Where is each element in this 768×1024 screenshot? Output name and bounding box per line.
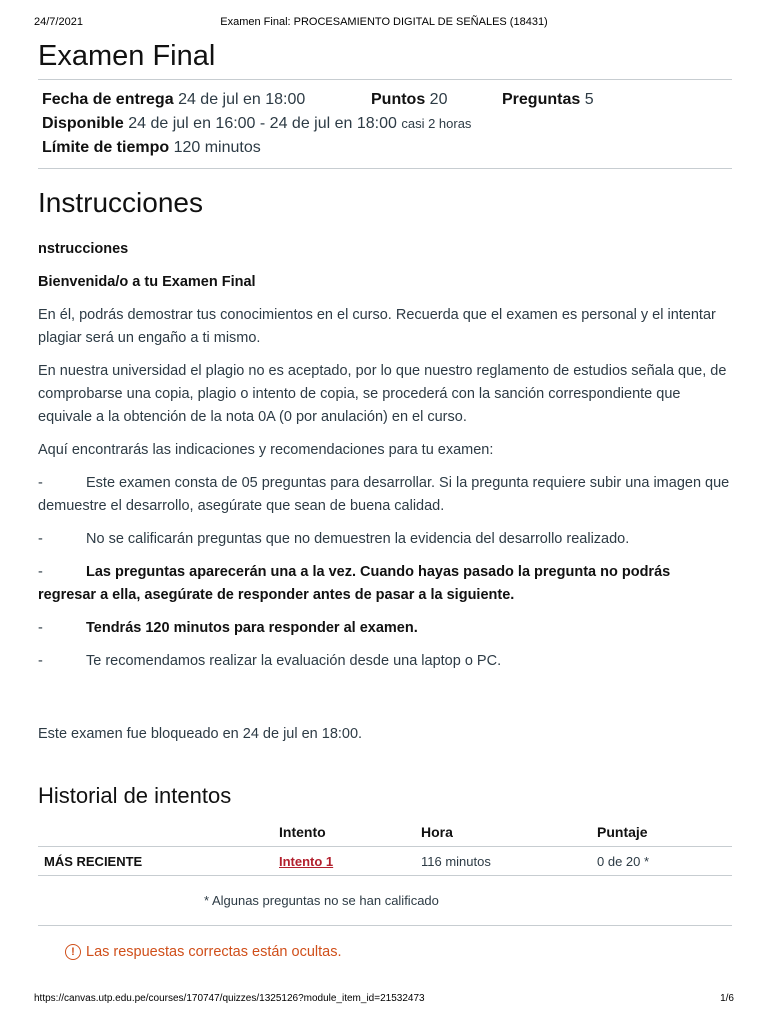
instruction-bullet: - Las preguntas aparecerán una a la vez. Cuando hayas pasado la pregunta no podrás regresar a ella, asegúrate de responder antes de pasar a la siguiente.	[38, 564, 671, 603]
questions-value: 5	[584, 91, 594, 108]
column-header-score: Puntaje	[597, 820, 732, 847]
instructions-heading: Instrucciones	[38, 187, 203, 218]
column-header-attempt: Intento	[279, 820, 421, 847]
available-label: Disponible	[42, 115, 124, 132]
instructions-paragraph-2: En nuestra universidad el plagio no es aceptado, por lo que nuestro reglamento de estudios señala que, de comprobarse una copia, plagio o intento de copia, se procederá con la sanción correspondiente que equivale a la obtención de la nota 0A (0 por anulación) en el curso.	[38, 363, 727, 425]
quiz-content	[38, 38, 732, 960]
attempt-link[interactable]: Intento 1	[279, 853, 334, 869]
grading-note: * Algunas preguntas no se han calificado	[204, 893, 439, 908]
print-page-title: Examen Final: PROCESAMIENTO DIGITAL DE SEÑALES (18431)	[220, 16, 548, 28]
table-row	[38, 847, 732, 876]
answers-hidden-text: Las respuestas correctas están ocultas.	[86, 944, 342, 960]
instruction-bullet: - Este examen consta de 05 preguntas para desarrollar. Si la pregunta requiere subir una imagen que demuestre el desarrollo, asegúrate que sean de buena calidad.	[38, 475, 730, 514]
due-label: Fecha de entrega	[42, 91, 174, 108]
divider	[38, 168, 732, 169]
time-limit-value: 120 minutos	[173, 139, 261, 156]
quiz-title: Examen Final	[38, 40, 216, 72]
row-label: MÁS RECIENTE	[38, 847, 279, 876]
questions-label: Preguntas	[502, 91, 581, 108]
divider	[38, 925, 732, 926]
instruction-bullet: - No se calificarán preguntas que no demuestren la evidencia del desarrollo realizado.	[38, 531, 630, 547]
quiz-details	[38, 80, 732, 168]
alert-circle-icon: !	[65, 944, 81, 960]
attempt-time: 116 minutos	[421, 847, 597, 876]
points-label: Puntos	[371, 91, 426, 108]
print-url: https://canvas.utp.edu.pe/courses/170747/quizzes/1325126?module_item_id=21532473	[34, 993, 425, 1004]
points-value: 20	[429, 91, 448, 108]
instructions-subheading: nstrucciones	[38, 241, 129, 257]
table-header-row	[38, 820, 732, 847]
print-page-number: 1/6	[720, 993, 734, 1004]
instruction-bullet: - Tendrás 120 minutos para responder al examen.	[38, 620, 418, 636]
instruction-bullet: - Te recomendamos realizar la evaluación desde una laptop o PC.	[38, 653, 502, 669]
column-header	[38, 820, 279, 847]
answers-hidden-notice	[38, 944, 732, 960]
due-value: 24 de jul en 18:00	[178, 91, 306, 108]
attempt-score: 0 de 20 *	[597, 847, 732, 876]
print-date: 24/7/2021	[34, 16, 83, 28]
attempt-history-table	[38, 820, 732, 876]
welcome-text: Bienvenida/o a tu Examen Final	[38, 274, 256, 290]
time-limit-label: Límite de tiempo	[42, 139, 170, 156]
available-note: casi 2 horas	[401, 116, 472, 131]
instructions-paragraph-3: Aquí encontrarás las indicaciones y recomendaciones para tu examen:	[38, 442, 494, 458]
lock-message: Este examen fue bloqueado en 24 de jul en 18:00.	[38, 726, 363, 742]
available-value: 24 de jul en 16:00 - 24 de jul en 18:00	[128, 115, 397, 132]
instructions-body	[38, 238, 732, 673]
column-header-time: Hora	[421, 820, 597, 847]
attempt-history-heading: Historial de intentos	[38, 783, 232, 808]
instructions-paragraph-1: En él, podrás demostrar tus conocimientos en el curso. Recuerda que el examen es personal y el intentar plagiar será un engaño a ti mismo.	[38, 307, 716, 346]
